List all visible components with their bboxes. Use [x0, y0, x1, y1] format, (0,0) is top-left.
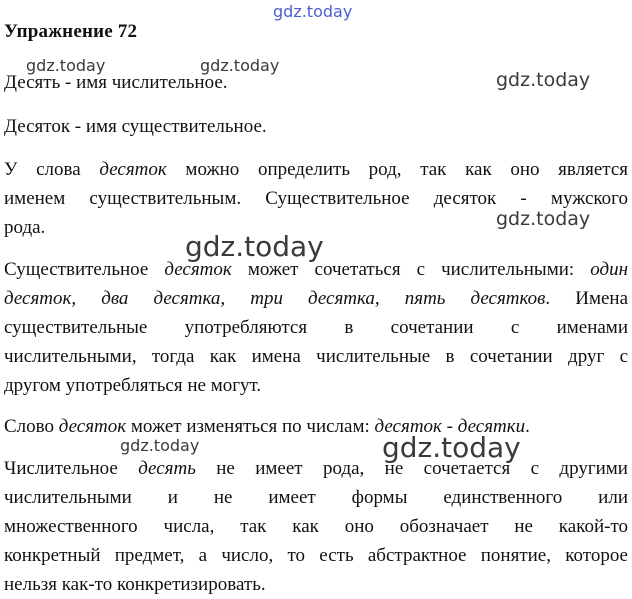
paragraph-3-line-1: У слова десяток можно определить род, так как оно является: [4, 159, 628, 180]
paragraph-3-line-3: рода.: [4, 217, 46, 238]
paragraph-6-line-3: множественного числа, так как оно обозначает не какой-то: [4, 516, 628, 537]
paragraph-6-line-2: числительными и не имеет формы единственного или: [4, 487, 628, 508]
watermark-7: gdz.today: [382, 431, 521, 464]
watermark-1: gdz.today: [26, 56, 106, 75]
watermark-2: gdz.today: [200, 56, 280, 75]
paragraph-6-line-5: нельзя как-то конкретизировать.: [4, 574, 266, 595]
paragraph-4-line-3: существительные употребляются в сочетании с именами: [4, 317, 628, 338]
paragraph-1: Десять - имя числительное.: [4, 72, 228, 93]
watermark-3: gdz.today: [496, 69, 591, 91]
paragraph-6: [4, 454, 628, 599]
watermark-4: gdz.today: [496, 208, 591, 230]
watermark-top: gdz.today: [273, 2, 353, 21]
watermark-6: gdz.today: [120, 436, 200, 455]
paragraph-4: [4, 255, 628, 400]
paragraph-4-line-2: десяток, два десятка, три десятка, пять десятков. Имена: [4, 288, 629, 309]
paragraph-6-line-1: Числительное десять не имеет рода, не сочетается с другими: [4, 458, 628, 479]
paragraph-5: Слово десяток может изменяться по числам: десяток - десятки.: [4, 416, 530, 437]
paragraph-3-line-2: именем существительным. Существительное десяток - мужского: [4, 188, 628, 209]
watermark-5: gdz.today: [185, 230, 324, 263]
paragraph-4-line-5: другом употребляться не могут.: [4, 375, 262, 396]
paragraph-2: Десяток - имя существительное.: [4, 116, 267, 137]
exercise-title: Упражнение 72: [4, 21, 138, 42]
paragraph-4-line-1: Существительное десяток может сочетаться с числительными: один: [4, 259, 628, 280]
paragraph-4-line-4: числительными, тогда как имена числительные в сочетании друг с: [4, 346, 628, 367]
paragraph-6-line-4: конкретный предмет, а число, то есть абстрактное понятие, которое: [4, 545, 628, 566]
